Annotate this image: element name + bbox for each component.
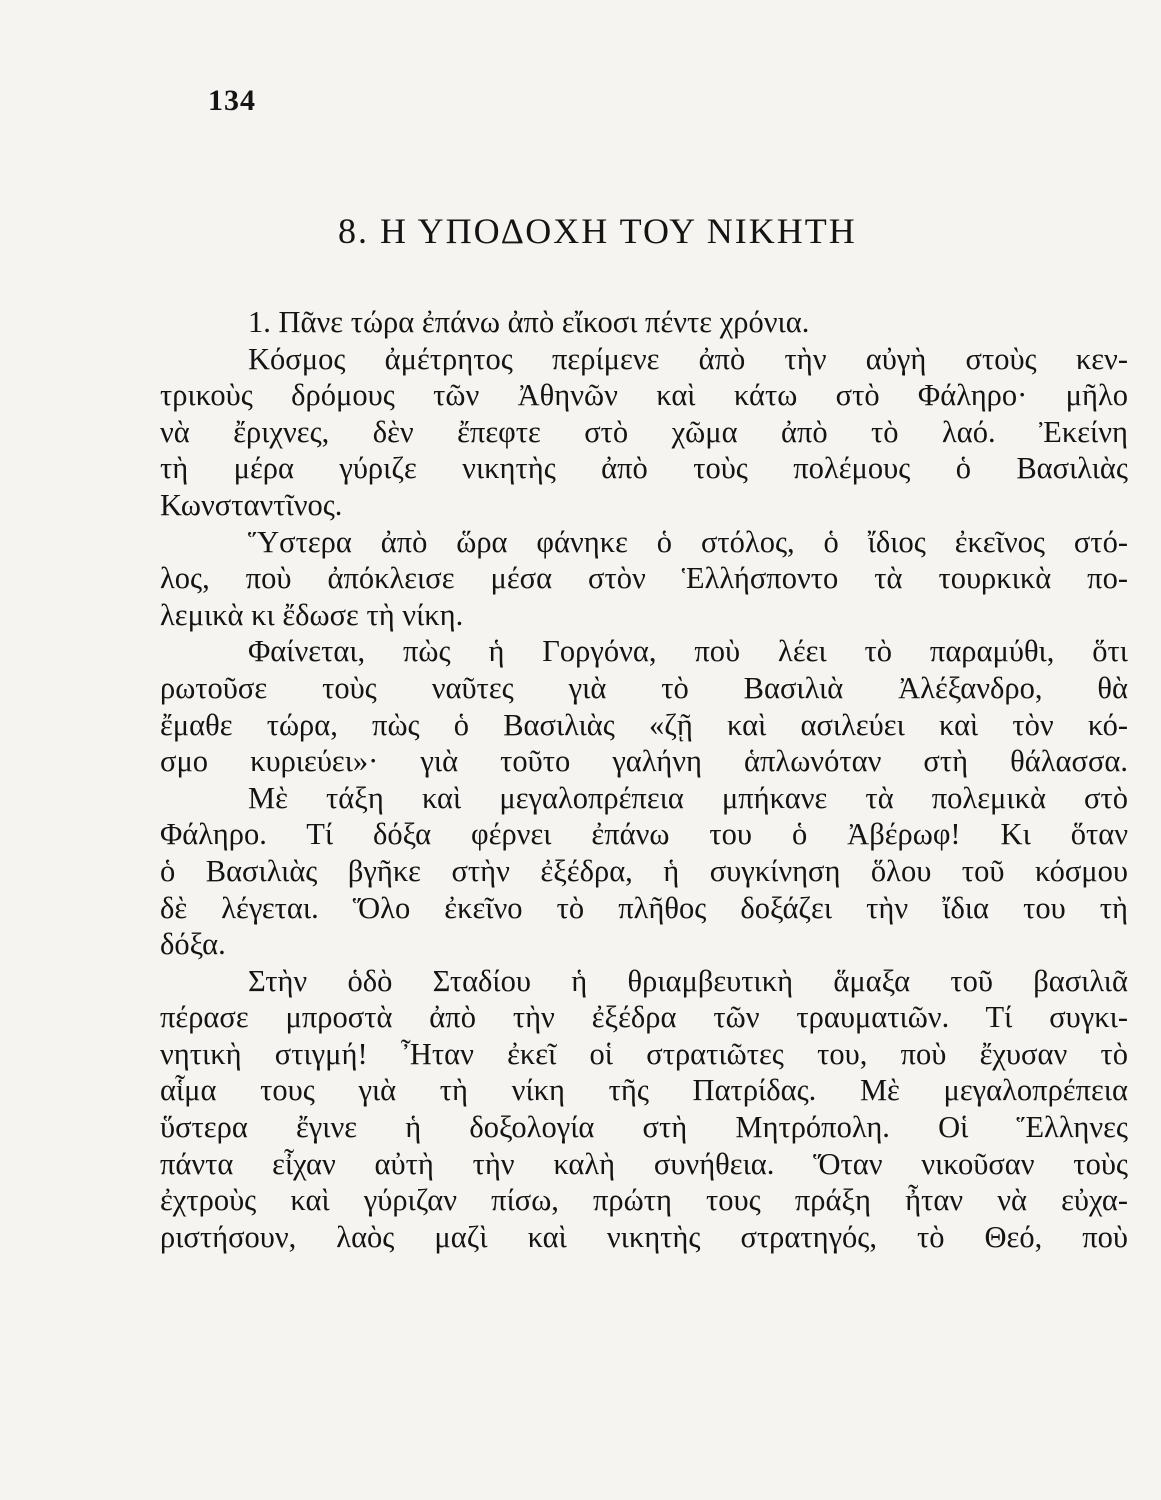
text-line: τρικοὺς δρόμους τῶν Ἀθηνῶν καὶ κάτω στὸ Φάληρο· μῆλο xyxy=(160,378,1128,413)
text-line: ρωτοῦσε τοὺς ναῦτες γιὰ τὸ Βασιλιὰ Ἀλέξανδρο, θὰ xyxy=(160,670,1128,705)
text-line: Κόσμος ἀμέτρητος περίμενε ἀπὸ τὴν αὐγὴ στοὺς κεν- xyxy=(248,341,1128,376)
text-line: Ὕστερα ἀπὸ ὥρα φάνηκε ὁ στόλος, ὁ ἴδιος ἐκεῖνος στό- xyxy=(248,524,1128,559)
text-line: πέρασε μπροστὰ ἀπὸ τὴν ἐξέδρα τῶν τραυματιῶν. Τί συγκι- xyxy=(160,1000,1128,1035)
text-line: ὕστερα ἔγινε ἡ δοξολογία στὴ Μητρόπολη. Οἱ Ἕλληνες xyxy=(160,1110,1128,1145)
text-line: νητικὴ στιγμή! Ἦταν ἐκεῖ οἱ στρατιῶτες του, ποὺ ἔχυσαν τὸ xyxy=(160,1036,1128,1071)
text-line: Φαίνεται, πὼς ἡ Γοργόνα, ποὺ λέει τὸ παραμύθι, ὅτι xyxy=(248,634,1128,669)
text-line: Φάληρο. Τί δόξα φέρνει ἐπάνω του ὁ Ἀβέρωφ! Κι ὅταν xyxy=(160,817,1128,852)
text-line: τὴ μέρα γύριζε νικητὴς ἀπὸ τοὺς πολέμους ὁ Βασιλιὰς xyxy=(160,451,1128,486)
text-line: λεμικὰ κι ἔδωσε τὴ νίκη. xyxy=(160,597,464,632)
text-line: ὁ Βασιλιὰς βγῆκε στὴν ἐξέδρα, ἡ συγκίνηση ὅλου τοῦ κόσμου xyxy=(160,853,1128,888)
text-line: πάντα εἶχαν αὐτὴ τὴν καλὴ συνήθεια. Ὅταν νικοῦσαν τοὺς xyxy=(160,1146,1128,1181)
text-line: Στὴν ὁδὸ Σταδίου ἡ θριαμβευτικὴ ἅμαξα τοῦ βασιλιᾶ xyxy=(248,963,1128,998)
text-line: 1. Πᾶνε τώρα ἐπάνω ἀπὸ εἴκοσι πέντε χρόνια. xyxy=(248,305,810,339)
chapter-title: 8. Η ΥΠΟΔΟΧΗ ΤΟΥ ΝΙΚΗΤΗ xyxy=(338,211,857,251)
text-line: δὲ λέγεται. Ὅλο ἐκεῖνο τὸ πλῆθος δοξάζει τὴν ἴδια του τὴ xyxy=(160,890,1128,925)
text-line: ριστήσουν, λαὸς μαζὶ καὶ νικητὴς στρατηγός, τὸ Θεό, ποὺ xyxy=(160,1219,1128,1254)
text-line: σμο κυριεύει»· γιὰ τοῦτο γαλήνη ἁπλωνόταν στὴ θάλασσα. xyxy=(160,744,1128,779)
text-line: Μὲ τάξη καὶ μεγαλοπρέπεια μπήκανε τὰ πολεμικὰ στὸ xyxy=(248,780,1128,815)
text-line: δόξα. xyxy=(160,927,226,962)
page-number: 134 xyxy=(208,84,256,117)
text-line: ἐχτροὺς καὶ γύριζαν πίσω, πρώτη τους πράξη ἦταν νὰ εὐχα- xyxy=(160,1183,1128,1218)
text-line: αἷμα τους γιὰ τὴ νίκη τῆς Πατρίδας. Μὲ μεγαλοπρέπεια xyxy=(160,1073,1128,1108)
text-line: Κωνσταντῖνος. xyxy=(160,487,343,522)
body-text xyxy=(160,304,1128,1255)
text-line: νὰ ἔριχνες, δὲν ἔπεφτε στὸ χῶμα ἀπὸ τὸ λαό. Ἐκείνη xyxy=(160,414,1128,449)
text-line: λος, ποὺ ἀπόκλεισε μέσα στὸν Ἑλλήσποντο τὰ τουρκικὰ πο- xyxy=(160,561,1128,596)
text-line: ἔμαθε τώρα, πὼς ὁ Βασιλιὰς «ζῇ καὶ ασιλεύει καὶ τὸν κό- xyxy=(160,707,1128,742)
